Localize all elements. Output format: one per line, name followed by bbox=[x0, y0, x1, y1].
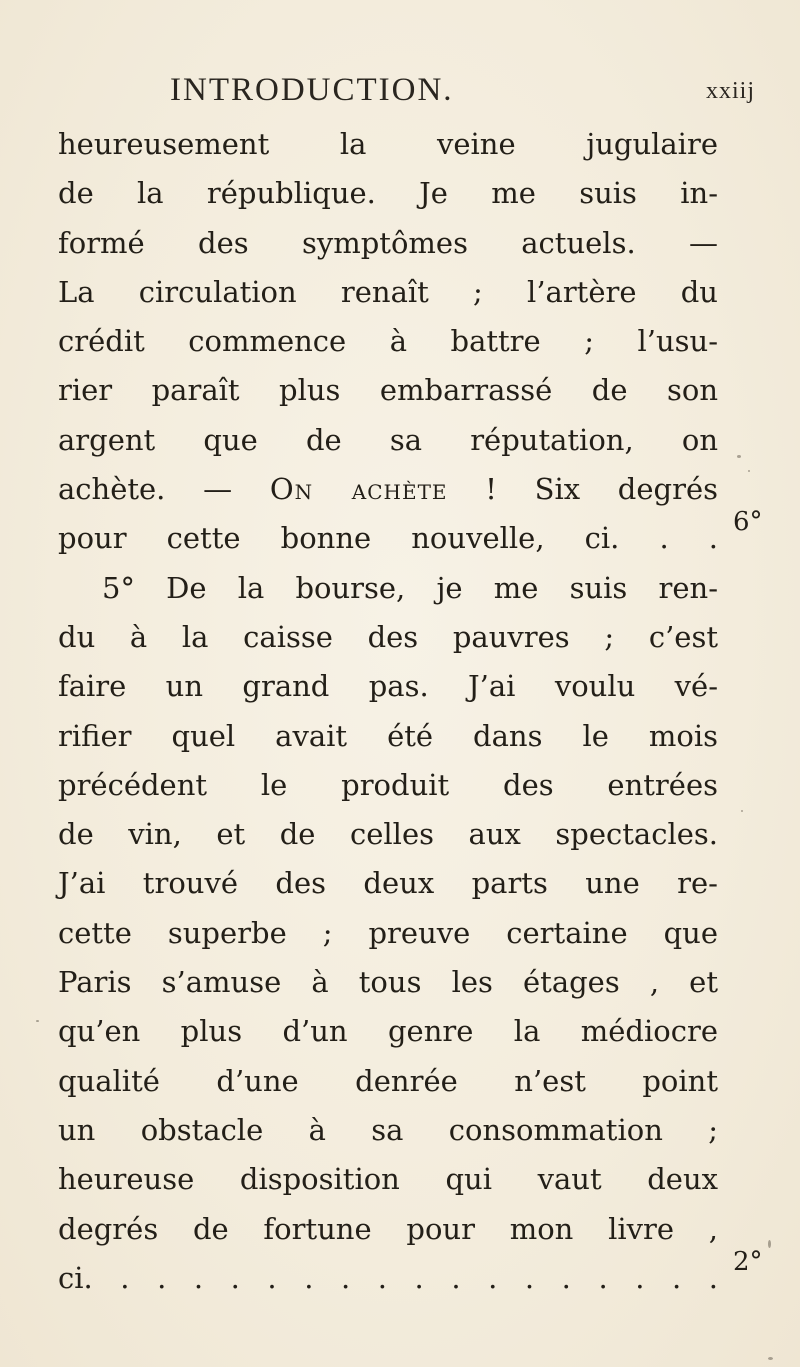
text-line: heureuse disposition qui vaut deux bbox=[58, 1162, 718, 1197]
page-number: xxiij bbox=[706, 78, 756, 104]
text-line: un obstacle à sa consommation ; bbox=[58, 1112, 718, 1147]
paper-speck bbox=[768, 1357, 773, 1360]
text-line: rier paraît plus embarrassé de son bbox=[58, 373, 718, 408]
paper-speck bbox=[741, 810, 743, 812]
leader-dots-line: ci. . . . . . . . . . . . . . . . . . bbox=[58, 1260, 718, 1295]
text-line-exclamation bbox=[58, 465, 718, 514]
text-line: qu’en plus d’un genre la médiocre bbox=[58, 1014, 718, 1049]
paper-speck bbox=[748, 470, 750, 472]
text-line: de vin, et de celles aux spectacles. bbox=[58, 817, 718, 852]
text-line: de la république. Je me suis in- bbox=[58, 176, 718, 211]
text-line: cette superbe ; preuve certaine que bbox=[58, 915, 718, 950]
text-line: degrés de fortune pour mon livre , bbox=[58, 1211, 718, 1246]
text-line: rifier quel avait été dans le mois bbox=[58, 718, 718, 753]
text-line: J’ai trouvé des deux parts une re- bbox=[58, 866, 718, 901]
running-title: INTRODUCTION. bbox=[170, 72, 454, 108]
text-line: Paris s’amuse à tous les étages , et bbox=[58, 965, 718, 1000]
small-caps-phrase: On achète bbox=[269, 472, 448, 507]
text-line: faire un grand pas. J’ai voulu vé- bbox=[58, 669, 718, 704]
paper-speck bbox=[36, 1020, 39, 1022]
text-line: pour cette bonne nouvelle, ci. . . bbox=[58, 521, 718, 556]
text-line: argent que de sa réputation, on bbox=[58, 422, 718, 457]
paper-speck bbox=[737, 455, 741, 458]
margin-degrees-6: 6° bbox=[733, 507, 763, 537]
paper-speck bbox=[768, 1240, 771, 1248]
text-segment: ! Six degrés bbox=[447, 472, 718, 507]
text-line: heureusement la veine jugulaire bbox=[58, 127, 718, 161]
margin-degrees-2: 2° bbox=[733, 1247, 763, 1277]
body-text bbox=[58, 120, 718, 1303]
text-segment: achète. — bbox=[58, 472, 270, 507]
text-line: crédit commence à battre ; l’usu- bbox=[58, 324, 718, 359]
text-line: La circulation renaît ; l’artère du bbox=[58, 274, 718, 309]
text-line: qualité d’une denrée n’est point bbox=[58, 1063, 718, 1098]
text-line: précédent le produit des entrées bbox=[58, 767, 718, 802]
paragraph-start-line: 5° De la bourse, je me suis ren- bbox=[102, 570, 718, 605]
text-line: du à la caisse des pauvres ; c’est bbox=[58, 619, 718, 654]
text-line: formé des symptômes actuels. — bbox=[58, 225, 718, 260]
